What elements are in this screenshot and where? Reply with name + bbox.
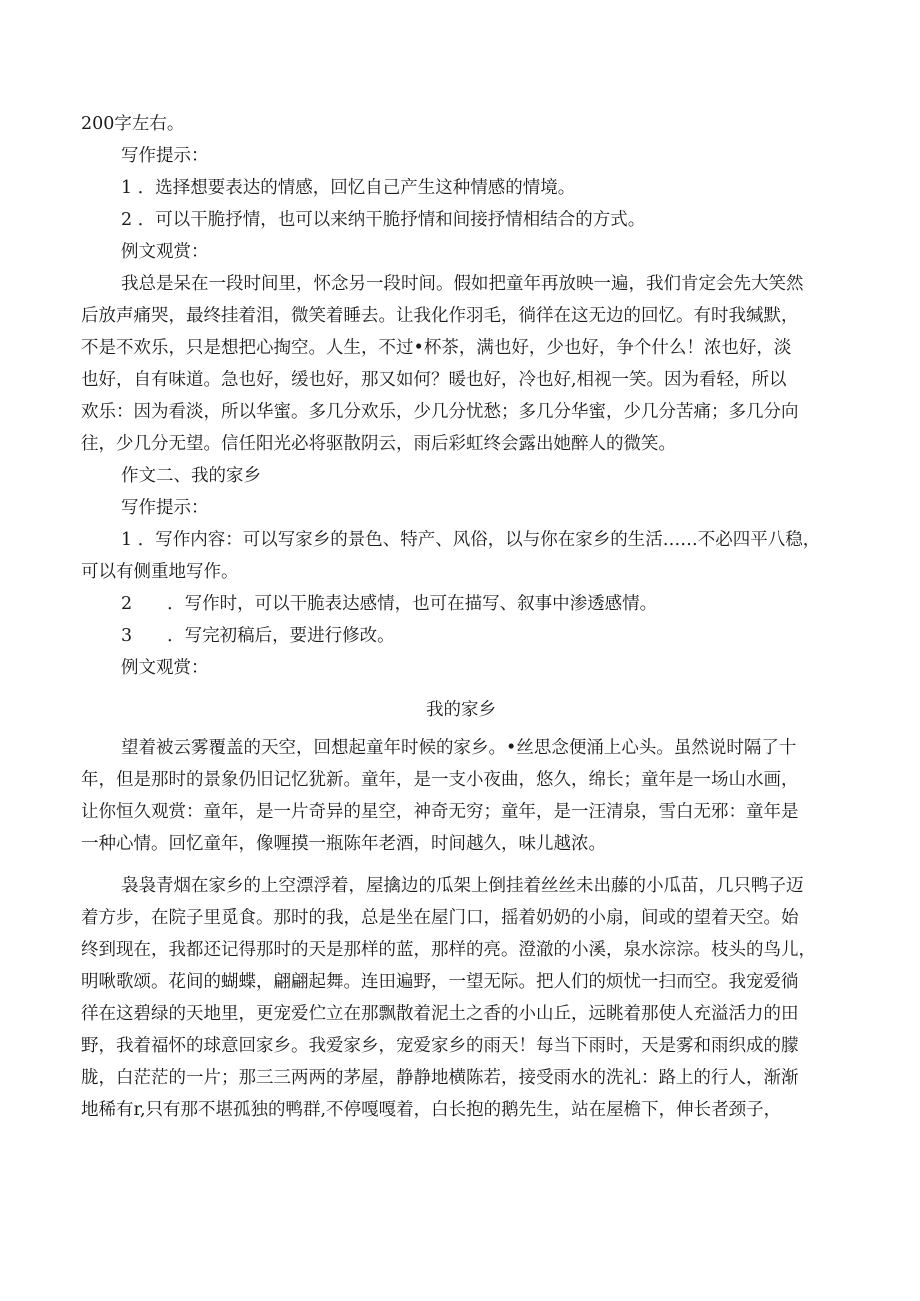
hint-item: 2 ．可以干脆抒情，也可以来纳干脆抒情和间接抒情相结合的方式。	[121, 210, 646, 230]
paragraph-line: 欢乐：因为看淡，所以华蜜。多几分欢乐，少几分忧愁；多几分华蜜，少几分苦痛；多几分向	[81, 402, 799, 422]
example-title: 例文观赏：	[121, 242, 209, 262]
example-title: 例文观赏：	[121, 658, 209, 678]
essay-title: 我的家乡	[426, 700, 496, 720]
paragraph-line: 也好，自有味道。急也好，缓也好，那又如何？暖也好，冷也好,相视一笑。因为看轻，所以	[81, 370, 787, 390]
paragraph-line: 终到现在，我都还记得那时的天是那样的蓝，那样的亮。澄澈的小溪，泉水淙淙。枝头的鸟儿，	[81, 940, 816, 960]
essay-paragraph-2	[81, 870, 841, 1126]
word-count-line: 200字左右。	[81, 114, 185, 134]
hint-item: 3 ．写完初稿后，要进行修改。	[121, 626, 395, 646]
hint-item: 1 ．选择想要表达的情感，回忆自己产生这种情感的情境。	[121, 178, 576, 198]
paragraph-line: 胧，白茫茫的一片；那三三两两的茅屋，静静地横陈若，接受雨水的洗礼：路上的行人，渐渐	[81, 1068, 799, 1088]
paragraph-line: 往，少几分无望。信任阳光必将驱散阴云，雨后彩虹终会露出她醉人的微笑。	[81, 434, 676, 454]
paragraph-line: 地稀有r,只有那不堪孤独的鸭群,不停嘎嘎着，白长抱的鹅先生，站在屋檐下，伸长者颈子，	[81, 1100, 782, 1120]
paragraph-line: 年，但是那时的景象仍旧记忆犹新。童年，是一支小夜曲，悠久，绵长；童年是一场山水画，	[81, 770, 799, 790]
paragraph-line: 徉在这碧绿的天地里，更宠爱伫立在那飘散着泥土之香的小山丘，远眺着那使人充溢活力的田	[81, 1004, 799, 1024]
paragraph-line: 后放声痛哭，最终挂着泪，微笑着睡去。让我化作羽毛，徜徉在这无边的回忆。有时我缄默，	[81, 306, 799, 326]
paragraph-line: 野，我着福怀的球意回家乡。我爱家乡，宠爱家乡的雨天！每当下雨时，天是雾和雨织成的朦	[81, 1036, 799, 1056]
paragraph-line: 一种心情。回忆童年，像喱摸一瓶陈年老酒，时间越久，味儿越浓。	[81, 834, 606, 854]
paragraph-line: 明啾歌颂。花间的蝴蝶，翩翩起舞。连田遍野，一望无际。把人们的烦忧一扫而空。我宠爱徜	[81, 972, 799, 992]
hint-line: 1 ．写作内容：可以写家乡的景色、特产、风俗，以与你在家乡的生活……不必四平八稳，	[121, 530, 821, 550]
document-page	[81, 108, 841, 1126]
paragraph-line: 让你恒久观赏：童年，是一片奇异的星空，神奇无穷；童年，是一汪清泉，雪白无邪：童年是	[81, 802, 799, 822]
hint-title: 写作提示：	[121, 498, 209, 518]
hint-line: 可以有侧重地写作。	[81, 562, 239, 582]
paragraph-line: 袅袅青烟在家乡的上空漂浮着，屋擒边的瓜架上倒挂着丝丝未出藤的小瓜苗，几只鸭子迈	[121, 876, 804, 896]
paragraph-line: 不是不欢乐，只是想把心掏空。人生，不过•杯茶，满也好，少也好，争个什么！浓也好，淡	[81, 338, 792, 358]
paragraph-line: 望着被云雾覆盖的天空，回想起童年时候的家乡。•丝思念便涌上心头。虽然说时隔了十	[121, 738, 797, 758]
hint-title: 写作提示：	[121, 146, 209, 166]
hint-item-multiline	[81, 524, 841, 588]
section-heading: 作文二、我的家乡	[121, 466, 261, 486]
example-paragraph	[81, 268, 841, 460]
paragraph-line: 着方步，在院子里觅食。那时的我，总是坐在屋门口，摇着奶奶的小扇，间或的望着天空。始	[81, 908, 799, 928]
essay-paragraph-1	[81, 732, 841, 860]
hint-item: 2 ．写作时，可以干脆表达感情，也可在描写、叙事中渗透感情。	[121, 594, 658, 614]
paragraph-line: 我总是呆在一段时间里，怀念另一段时间。假如把童年再放映一遍，我们肯定会先大笑然	[121, 274, 804, 294]
